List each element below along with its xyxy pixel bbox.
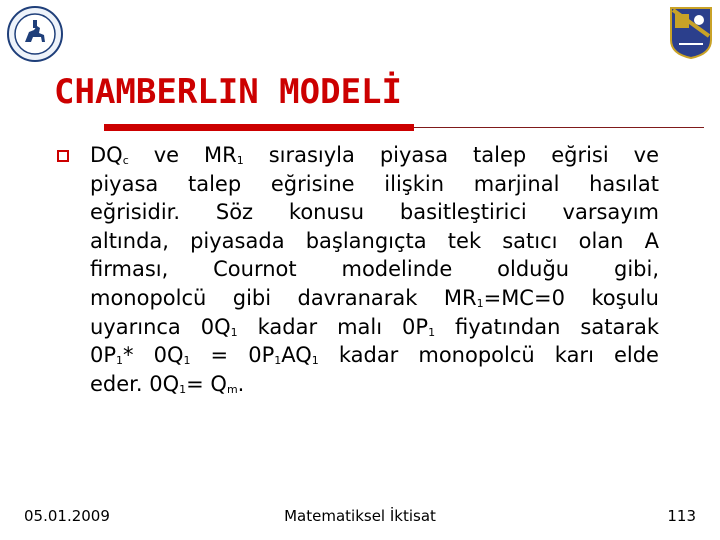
footer-title: Matematiksel İktisat bbox=[284, 507, 436, 525]
slide-title: CHAMBERLIN MODELİ bbox=[54, 72, 402, 112]
footer-date: 05.01.2009 bbox=[24, 507, 110, 525]
body-line: eğrisidir. Söz konusu basitleştirici varsayım bbox=[90, 200, 659, 225]
body-line: $DQ_c$ ve $MR_1$ sırasıyla piyasa talep eğrisi ve bbox=[90, 143, 659, 167]
faculty-shield-icon bbox=[669, 6, 713, 60]
body-line: altında, piyasada başlangıçta tek satıcı olan A bbox=[90, 228, 659, 253]
page-number: 113 bbox=[667, 507, 696, 525]
body-paragraph bbox=[90, 141, 659, 398]
body-line: $0P_1*$ $0Q_1 = 0P_1AQ_1$ kadar monopolcü karı elde bbox=[90, 343, 659, 368]
body-line: firması, Cournot modelinde olduğu gibi, bbox=[90, 257, 659, 282]
body-line: piyasa talep eğrisine ilişkin marjinal hasılat bbox=[90, 171, 659, 196]
body-line: monopolcü gibi davranarak $MR_1=MC=0$ koşulu bbox=[90, 285, 659, 310]
body-line: eder. $0Q_1= Q_m$. bbox=[90, 371, 245, 396]
title-accent-bar bbox=[104, 124, 414, 131]
body-line: uyarınca $0Q_1$ kadar malı $0P_1$ fiyatından satarak bbox=[90, 314, 659, 339]
university-seal-icon bbox=[7, 6, 63, 62]
hollow-square-bullet-icon bbox=[57, 150, 69, 162]
